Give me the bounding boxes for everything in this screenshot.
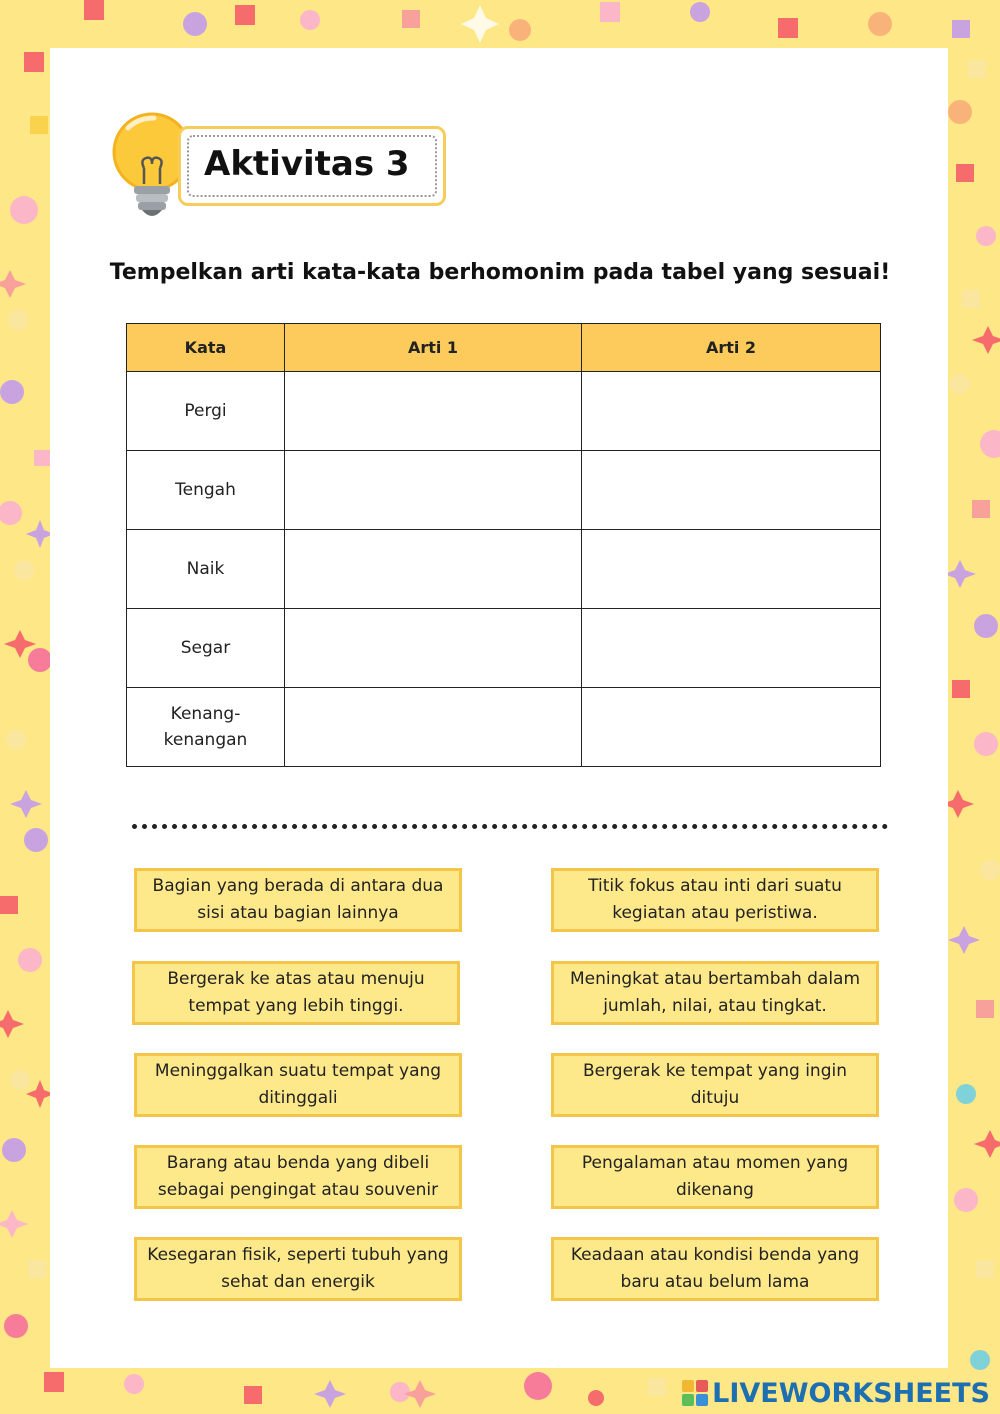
drop-zone-arti-2[interactable] [582, 688, 881, 767]
drop-zone-arti-1[interactable] [285, 530, 582, 609]
word-cell: Pergi [127, 372, 285, 451]
drop-zone-arti-2[interactable] [582, 372, 881, 451]
drop-zone-arti-2[interactable] [582, 530, 881, 609]
table-row [127, 609, 881, 688]
word-cell: Tengah [127, 451, 285, 530]
answer-card[interactable]: Bergerak ke atas atau menuju tempat yang lebih tinggi. [132, 961, 460, 1025]
dotted-divider [132, 824, 888, 829]
drop-zone-arti-2[interactable] [582, 609, 881, 688]
liveworksheets-brand [682, 1376, 990, 1410]
table-row [127, 372, 881, 451]
drop-zone-arti-1[interactable] [285, 688, 582, 767]
header-kata: Kata [127, 324, 285, 372]
homonym-table [126, 323, 881, 767]
liveworksheets-logo-icon [682, 1380, 708, 1406]
drop-zone-arti-2[interactable] [582, 451, 881, 530]
answer-card[interactable]: Bergerak ke tempat yang ingin dituju [551, 1053, 879, 1117]
drop-zone-arti-1[interactable] [285, 609, 582, 688]
header-arti-2: Arti 2 [582, 324, 881, 372]
activity-title: Aktivitas 3 [204, 144, 410, 184]
answer-card[interactable]: Titik fokus atau inti dari suatu kegiatan atau peristiwa. [551, 868, 879, 932]
answer-card[interactable]: Bagian yang berada di antara dua sisi atau bagian lainnya [134, 868, 462, 932]
header-arti-1: Arti 1 [285, 324, 582, 372]
word-cell: Naik [127, 530, 285, 609]
instruction-text: Tempelkan arti kata-kata berhomonim pada tabel yang sesuai! [109, 260, 891, 285]
answer-card[interactable]: Barang atau benda yang dibeli sebagai pengingat atau souvenir [134, 1145, 462, 1209]
answer-card[interactable]: Meninggalkan suatu tempat yang ditinggali [134, 1053, 462, 1117]
table-row [127, 451, 881, 530]
answer-card[interactable]: Meningkat atau bertambah dalam jumlah, nilai, atau tingkat. [551, 961, 879, 1025]
drop-zone-arti-1[interactable] [285, 372, 582, 451]
table-header-row [127, 324, 881, 372]
drop-zone-arti-1[interactable] [285, 451, 582, 530]
table-row [127, 530, 881, 609]
answer-card[interactable]: Pengalaman atau momen yang dikenang [551, 1145, 879, 1209]
brand-name: LIVEWORKSHEETS [712, 1377, 990, 1409]
word-cell: Kenang- kenangan [127, 688, 285, 767]
table-row [127, 688, 881, 767]
answer-card[interactable]: Keadaan atau kondisi benda yang baru atau belum lama [551, 1237, 879, 1301]
answer-card[interactable]: Kesegaran fisik, seperti tubuh yang sehat dan energik [134, 1237, 462, 1301]
word-cell: Segar [127, 609, 285, 688]
